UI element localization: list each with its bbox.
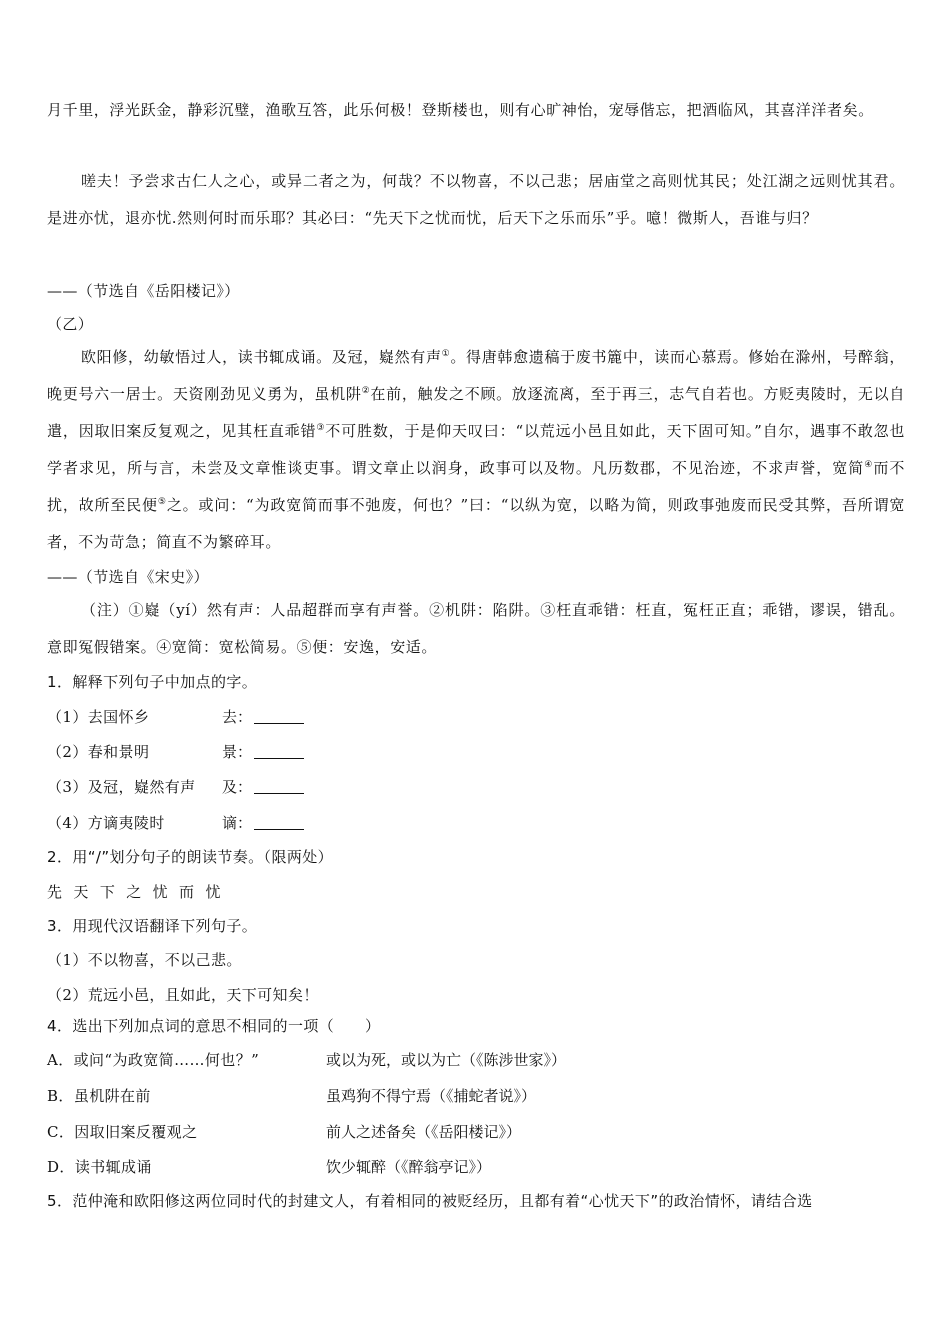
- footnote-mark-5: ⑤: [157, 497, 167, 507]
- footnote-mark-4: ④: [864, 460, 874, 470]
- yi-source: ——（节选自《宋史》）: [47, 568, 209, 586]
- q2-char: 先: [47, 883, 63, 901]
- q1-answer-4: [222, 812, 304, 834]
- yi-text-f: 之。或问：“为政宽简而事不弛废，何也？”曰：“以纵为宽，以略为简，则政事弛废而民受其弊，吾所谓宽者，不为苛急；简直不为繁碎耳。: [47, 496, 906, 551]
- q1-item-3: （3）及冠，嶷然有声: [47, 778, 196, 796]
- q1-stem: 1．解释下列句子中加点的字。: [47, 673, 258, 691]
- q1-answer-1: [222, 706, 304, 728]
- yi-text-d: 不可胜数，于是仰天叹曰：“以荒远小邑且如此，天下固可知。”自尔，遇事不敢忽也学者求见，所与言，未尝及文章惟谈吏事。谓文章止以润身，政事可以及物。凡历数郡，不见治迹，不求声誉，宽简: [47, 422, 906, 477]
- q4-option-c-compare: 前人之述备矣（《岳阳楼记》）: [326, 1123, 522, 1141]
- q1-item-1: （1）去国怀乡: [47, 708, 150, 726]
- footnote-mark-3: ③: [316, 423, 326, 433]
- q4-option-a-compare: 或以为死，或以为亡（《陈涉世家》）: [326, 1051, 567, 1069]
- q1-answer-2: [222, 741, 304, 763]
- yi-label: （乙）: [47, 315, 94, 333]
- q1-answer-3: [222, 776, 304, 798]
- q2-char: 忧: [152, 883, 169, 901]
- q2-stem: 2．用“/”划分句子的朗读节奏。（限两处）: [47, 848, 334, 866]
- q3-stem: 3．用现代汉语翻译下列句子。: [47, 917, 258, 935]
- yi-text-a: 欧阳修，幼敏悟过人，读书辄成诵。及冠，嶷然有声: [81, 348, 442, 366]
- q2-char: 而: [179, 883, 195, 901]
- q2-char: 之: [126, 883, 142, 901]
- q4-option-d[interactable]: D．读书辄成诵: [47, 1158, 152, 1176]
- q1-char-3: 及：: [222, 778, 253, 796]
- q4-option-b[interactable]: B．虽机阱在前: [47, 1087, 151, 1105]
- q2-char: 下: [99, 883, 116, 901]
- q1-item-4: （4）方谪夷陵时: [47, 814, 165, 832]
- annotation-note: （注）①嶷（yí）然有声：人品超群而享有声誉。②机阱：陷阱。③枉直乖错：枉直，冤枉正直；乖错，谬误，错乱。意即冤假错案。④宽简：宽松简易。⑤便：安逸，安适。: [47, 601, 905, 656]
- q2-char: 忧: [205, 883, 221, 901]
- q4-option-b-compare: 虽鸡狗不得宁焉（《捕蛇者说》）: [326, 1087, 537, 1105]
- q4-stem: 4．选出下列加点词的意思不相同的一项（ ）: [47, 1017, 381, 1035]
- yi-text-e: 而不扰，故所至民便: [47, 459, 906, 514]
- footnote-mark-2: ②: [361, 386, 371, 396]
- q1-char-4: 谪：: [222, 814, 253, 832]
- q1-char-1: 去：: [222, 708, 253, 726]
- answer-blank-1[interactable]: [254, 709, 304, 724]
- q4-option-c[interactable]: C．因取旧案反覆观之: [47, 1123, 198, 1141]
- yi-text-c: 在前，触发之不顾。放逐流离，至于再三，志气自若也。方贬夷陵时，无以自遣，因取旧案反复观之，见其枉直乖错: [47, 385, 905, 440]
- footnote-mark-1: ①: [441, 349, 451, 359]
- answer-blank-3[interactable]: [254, 779, 304, 794]
- q3-item-1: （1）不以物喜，不以己悲。: [47, 951, 242, 969]
- jia-paragraph-1: 月千里，浮光跃金，静彩沉璧，渔歌互答，此乐何极！登斯楼也，则有心旷神怡，宠辱偕忘，把酒临风，其喜洋洋者矣。: [47, 101, 874, 119]
- q2-sentence[interactable]: [47, 881, 232, 903]
- q3-item-2: （2）荒远小邑，且如此，天下可知矣！: [47, 986, 319, 1004]
- jia-source: ——（节选自《岳阳楼记》）: [47, 282, 240, 300]
- jia-paragraph-2: 嗟夫！予尝求古仁人之心，或异二者之为，何哉？不以物喜，不以己悲；居庙堂之高则忧其民；处江湖之远则忧其君。是进亦忧，退亦忧.然则何时而乐耶？其必曰：“先天下之忧而忧，后天下之乐而乐”乎。噫！微斯人，吾谁与归？: [47, 172, 905, 227]
- answer-blank-2[interactable]: [254, 744, 304, 759]
- yi-text-b: 。得唐韩愈遗稿于废书簏中，读而心慕焉。修始在滁州，号醉翁，晚更号六一居士。天资刚劲见义勇为，虽机阱: [47, 348, 905, 403]
- yi-paragraph: [47, 339, 905, 561]
- answer-blank-4[interactable]: [254, 815, 304, 830]
- q2-char: 天: [73, 883, 89, 901]
- q4-option-d-compare: 饮少辄醉（《醉翁亭记》）: [326, 1158, 492, 1176]
- q1-char-2: 景：: [222, 743, 253, 761]
- q5-stem: 5．范仲淹和欧阳修这两位同时代的封建文人，有着相同的被贬经历，且都有着“心忧天下”的政治情怀，请结合选: [47, 1192, 813, 1210]
- q4-option-a[interactable]: A．或问“为政宽简……何也？”: [47, 1051, 260, 1069]
- q1-item-2: （2）春和景明: [47, 743, 150, 761]
